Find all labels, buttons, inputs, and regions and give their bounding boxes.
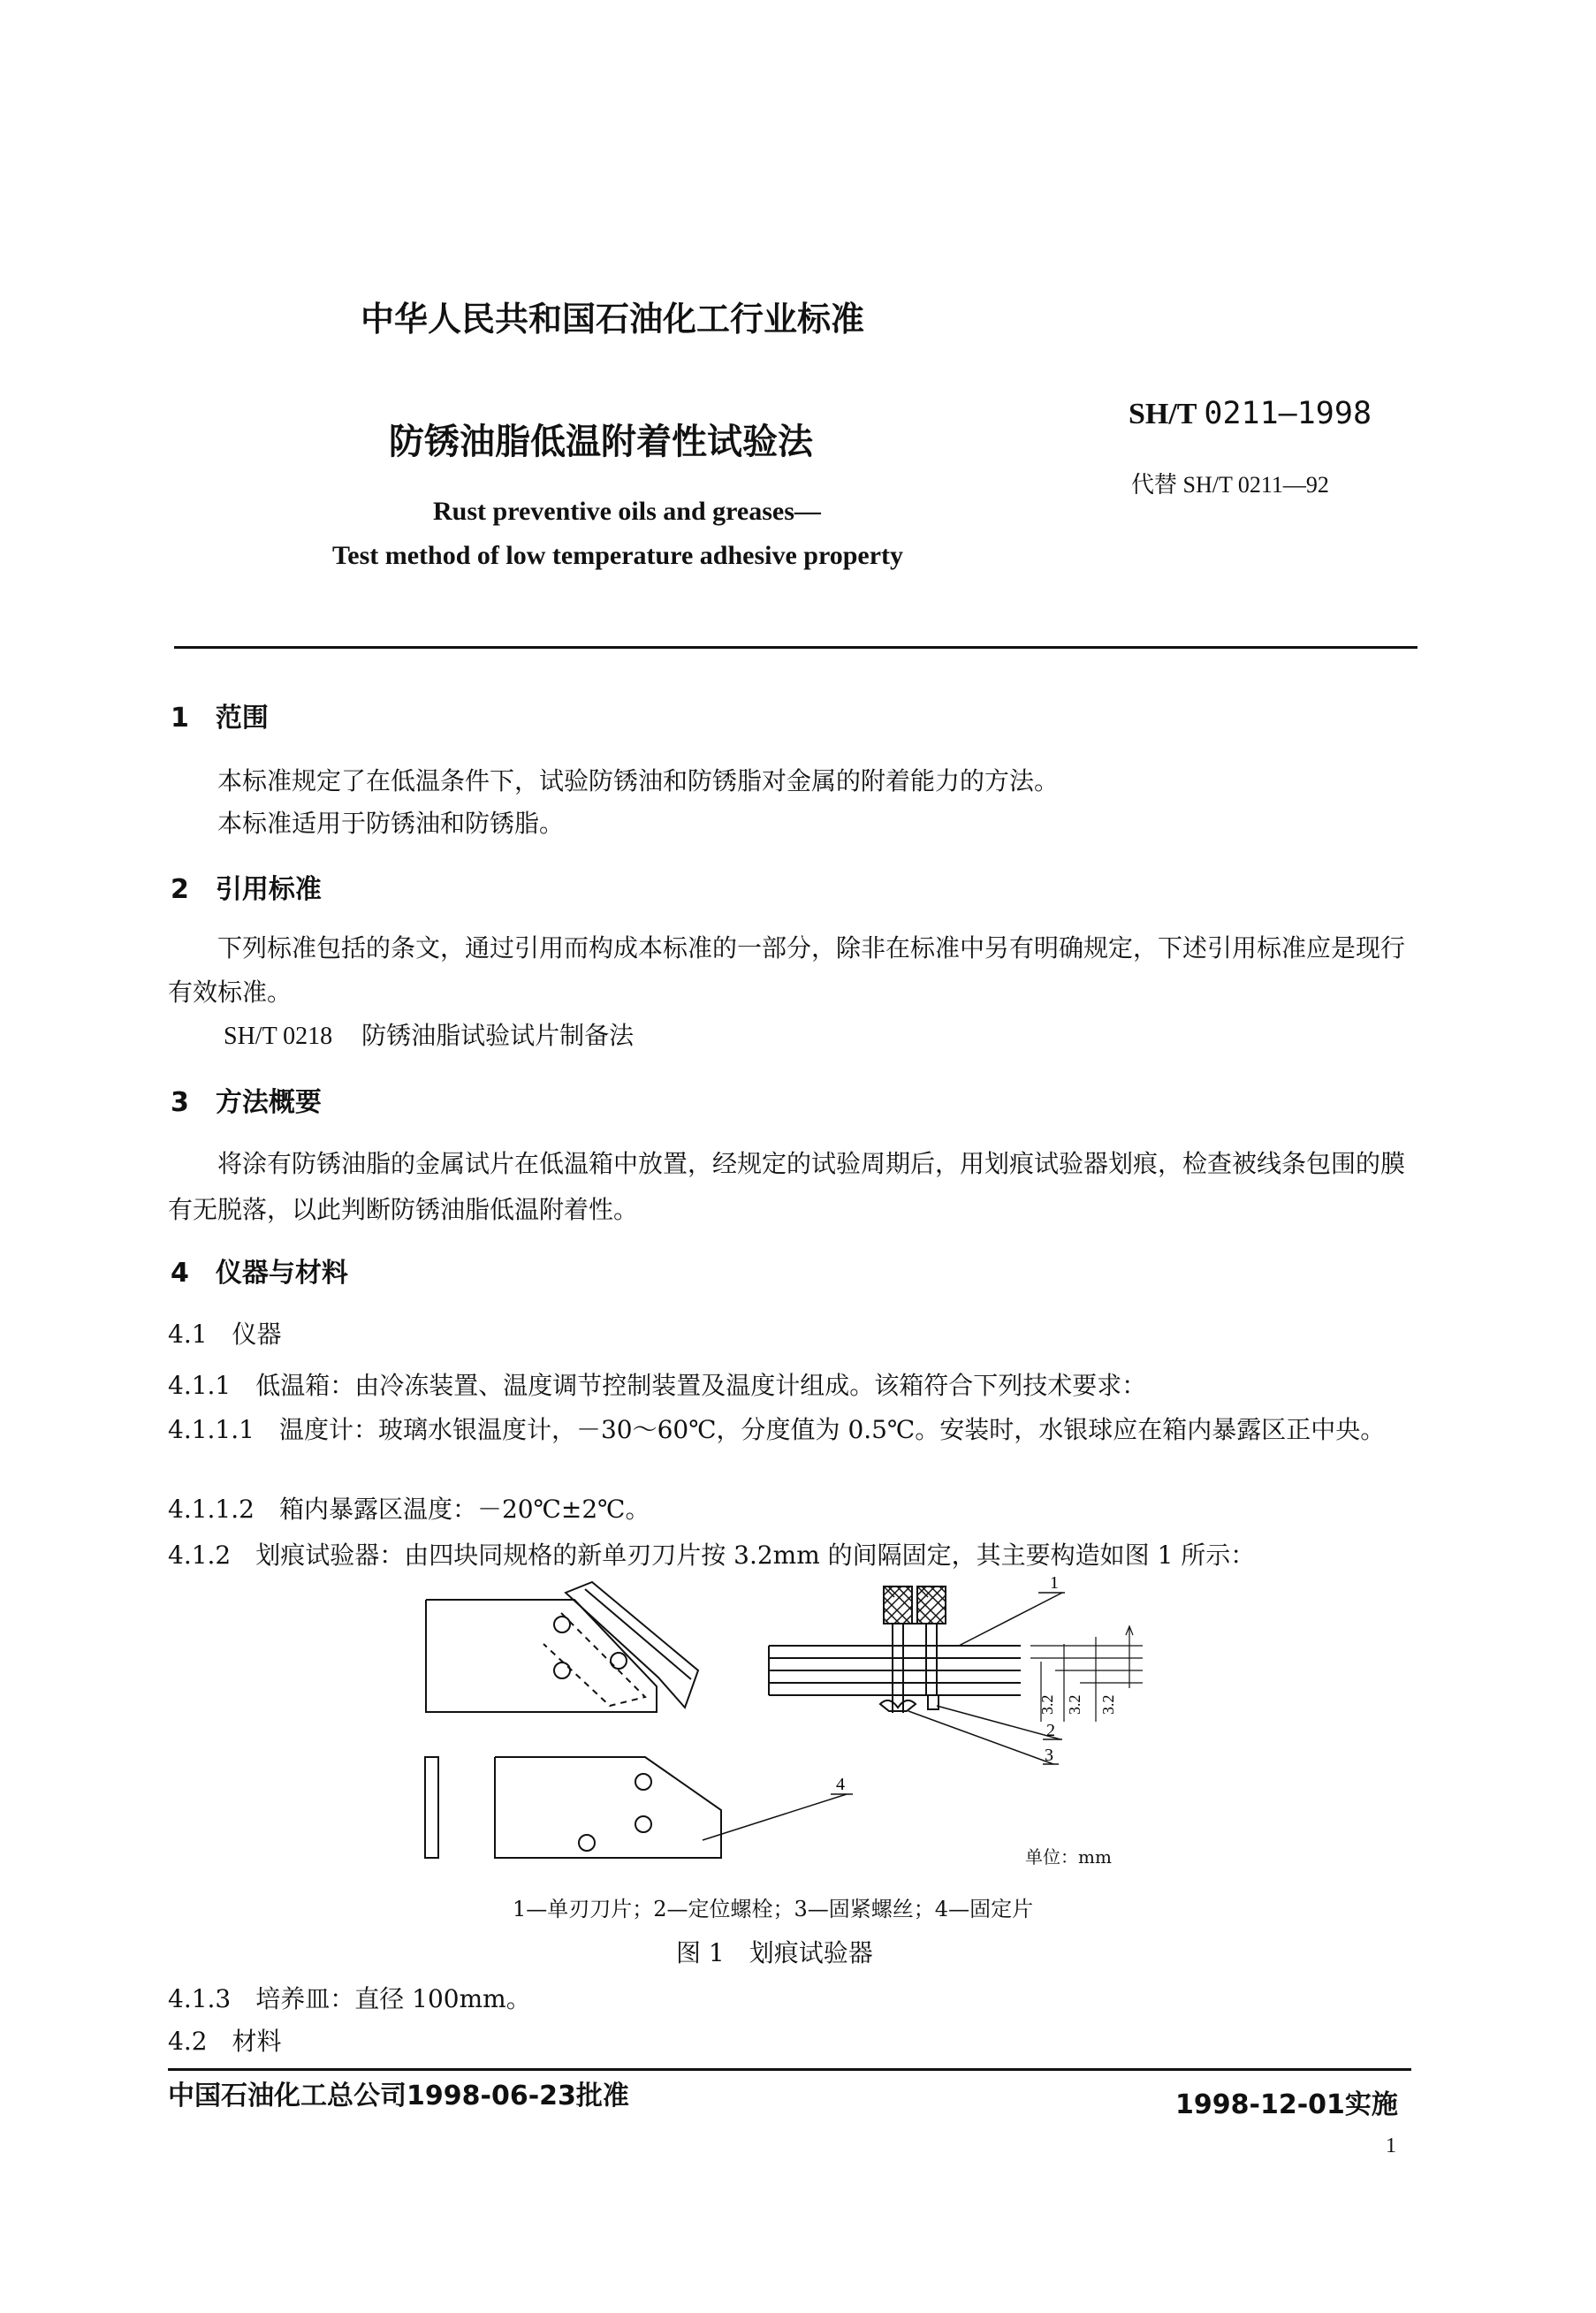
fixing-plate <box>495 1757 853 1858</box>
clause-4-1-2: 4.1.2 划痕试验器：由四块同规格的新单刃刀片按 3.2mm 的间隔固定，其主要构造如图 1 所示： <box>168 1541 1256 1570</box>
clause-4-1-1-2: 4.1.1.2 箱内暴露区温度：－20℃±2℃。 <box>168 1495 650 1524</box>
section-2-title: 2 引用标准 <box>171 874 322 905</box>
blade-stack-end-view <box>769 1586 1143 1764</box>
doc-title-cn: 防锈油脂低温附着性试验法 <box>389 422 813 462</box>
replaces-note: 代替 SH/T 0211—92 <box>1131 472 1329 498</box>
dimension-label-a: 3.2 <box>1038 1694 1056 1715</box>
fixing-strip-side <box>425 1757 438 1858</box>
callout-2: 2 <box>1046 1721 1055 1740</box>
clause-4-1-3: 4.1.3 培养皿：直径 100mm。 <box>168 1984 531 2013</box>
section-3-title: 3 方法概要 <box>171 1087 322 1118</box>
clause-4-2: 4.2 材料 <box>168 2027 282 2056</box>
clause-4-1-1-1: 4.1.1.1 温度计：玻璃水银温度计，－30～60℃，分度值为 0.5℃。安装时，水银球应在箱内暴露区正中央。 <box>168 1415 1386 1444</box>
section-4-title: 4 仪器与材料 <box>171 1258 348 1289</box>
section-2-paragraph-1: 下列标准包括的条文，通过引用而构成本标准的一部分，除非在标准中另有明确规定，下述引用标准应是现行有效标准。 <box>168 933 1406 1007</box>
figure-caption: 图 1 划痕试验器 <box>676 1938 873 1967</box>
reference-title: 防锈油脂试验试片制备法 <box>361 1021 635 1050</box>
section-1-paragraph-2: 本标准适用于防锈油和防锈脂。 <box>217 809 565 838</box>
clause-4-1-1: 4.1.1 低温箱：由冷冻装置、温度调节控制装置及温度计组成。该箱符合下列技术要求： <box>168 1371 1147 1400</box>
std-code-number: 0211—1998 <box>1204 396 1372 431</box>
section-1-paragraph-1: 本标准规定了在低温条件下，试验防锈油和防锈脂对金属的附着能力的方法。 <box>217 766 1060 795</box>
reference-entry <box>224 1016 634 1052</box>
doc-title-en-line1: Rust preventive oils and greases— <box>433 497 821 526</box>
section-3-paragraph-1: 将涂有防锈油脂的金属试片在低温箱中放置，经规定的试验周期后，用划痕试验器划痕，检查被线条包围的膜有无脱落，以此判断防锈油脂低温附着性。 <box>168 1149 1406 1224</box>
callout-4: 4 <box>836 1775 845 1794</box>
clause-4-1: 4.1 仪器 <box>168 1320 282 1349</box>
dimension-label-c: 3.2 <box>1099 1694 1117 1715</box>
dimension-label-b: 3.2 <box>1066 1694 1083 1715</box>
unit-note: 单位：mm <box>1025 1846 1112 1868</box>
org-title: 中华人民共和国石油化工行业标准 <box>361 300 865 339</box>
std-code-prefix: SH/T <box>1129 398 1197 430</box>
std-code <box>1129 396 1372 431</box>
callout-1: 1 <box>1050 1573 1059 1593</box>
page-number: 1 <box>1386 2134 1396 2157</box>
doc-title-en-line2: Test method of low temperature adhesive property <box>332 541 904 570</box>
blade-holder-side-view <box>426 1582 698 1712</box>
approval-line: 中国石油化工总公司1998-06-23批准 <box>168 2081 629 2111</box>
reference-code: SH/T 0218 <box>224 1023 333 1050</box>
footer-rule <box>168 2068 1411 2071</box>
figure-legend: 1—单刃刀片；2—定位螺栓；3—固紧螺丝；4—固定片 <box>513 1897 1034 1921</box>
header-rule <box>174 646 1417 649</box>
section-1-title: 1 范围 <box>171 703 269 734</box>
callout-3: 3 <box>1045 1746 1053 1765</box>
implementation-date: 1998-12-01实施 <box>1175 2089 1398 2120</box>
